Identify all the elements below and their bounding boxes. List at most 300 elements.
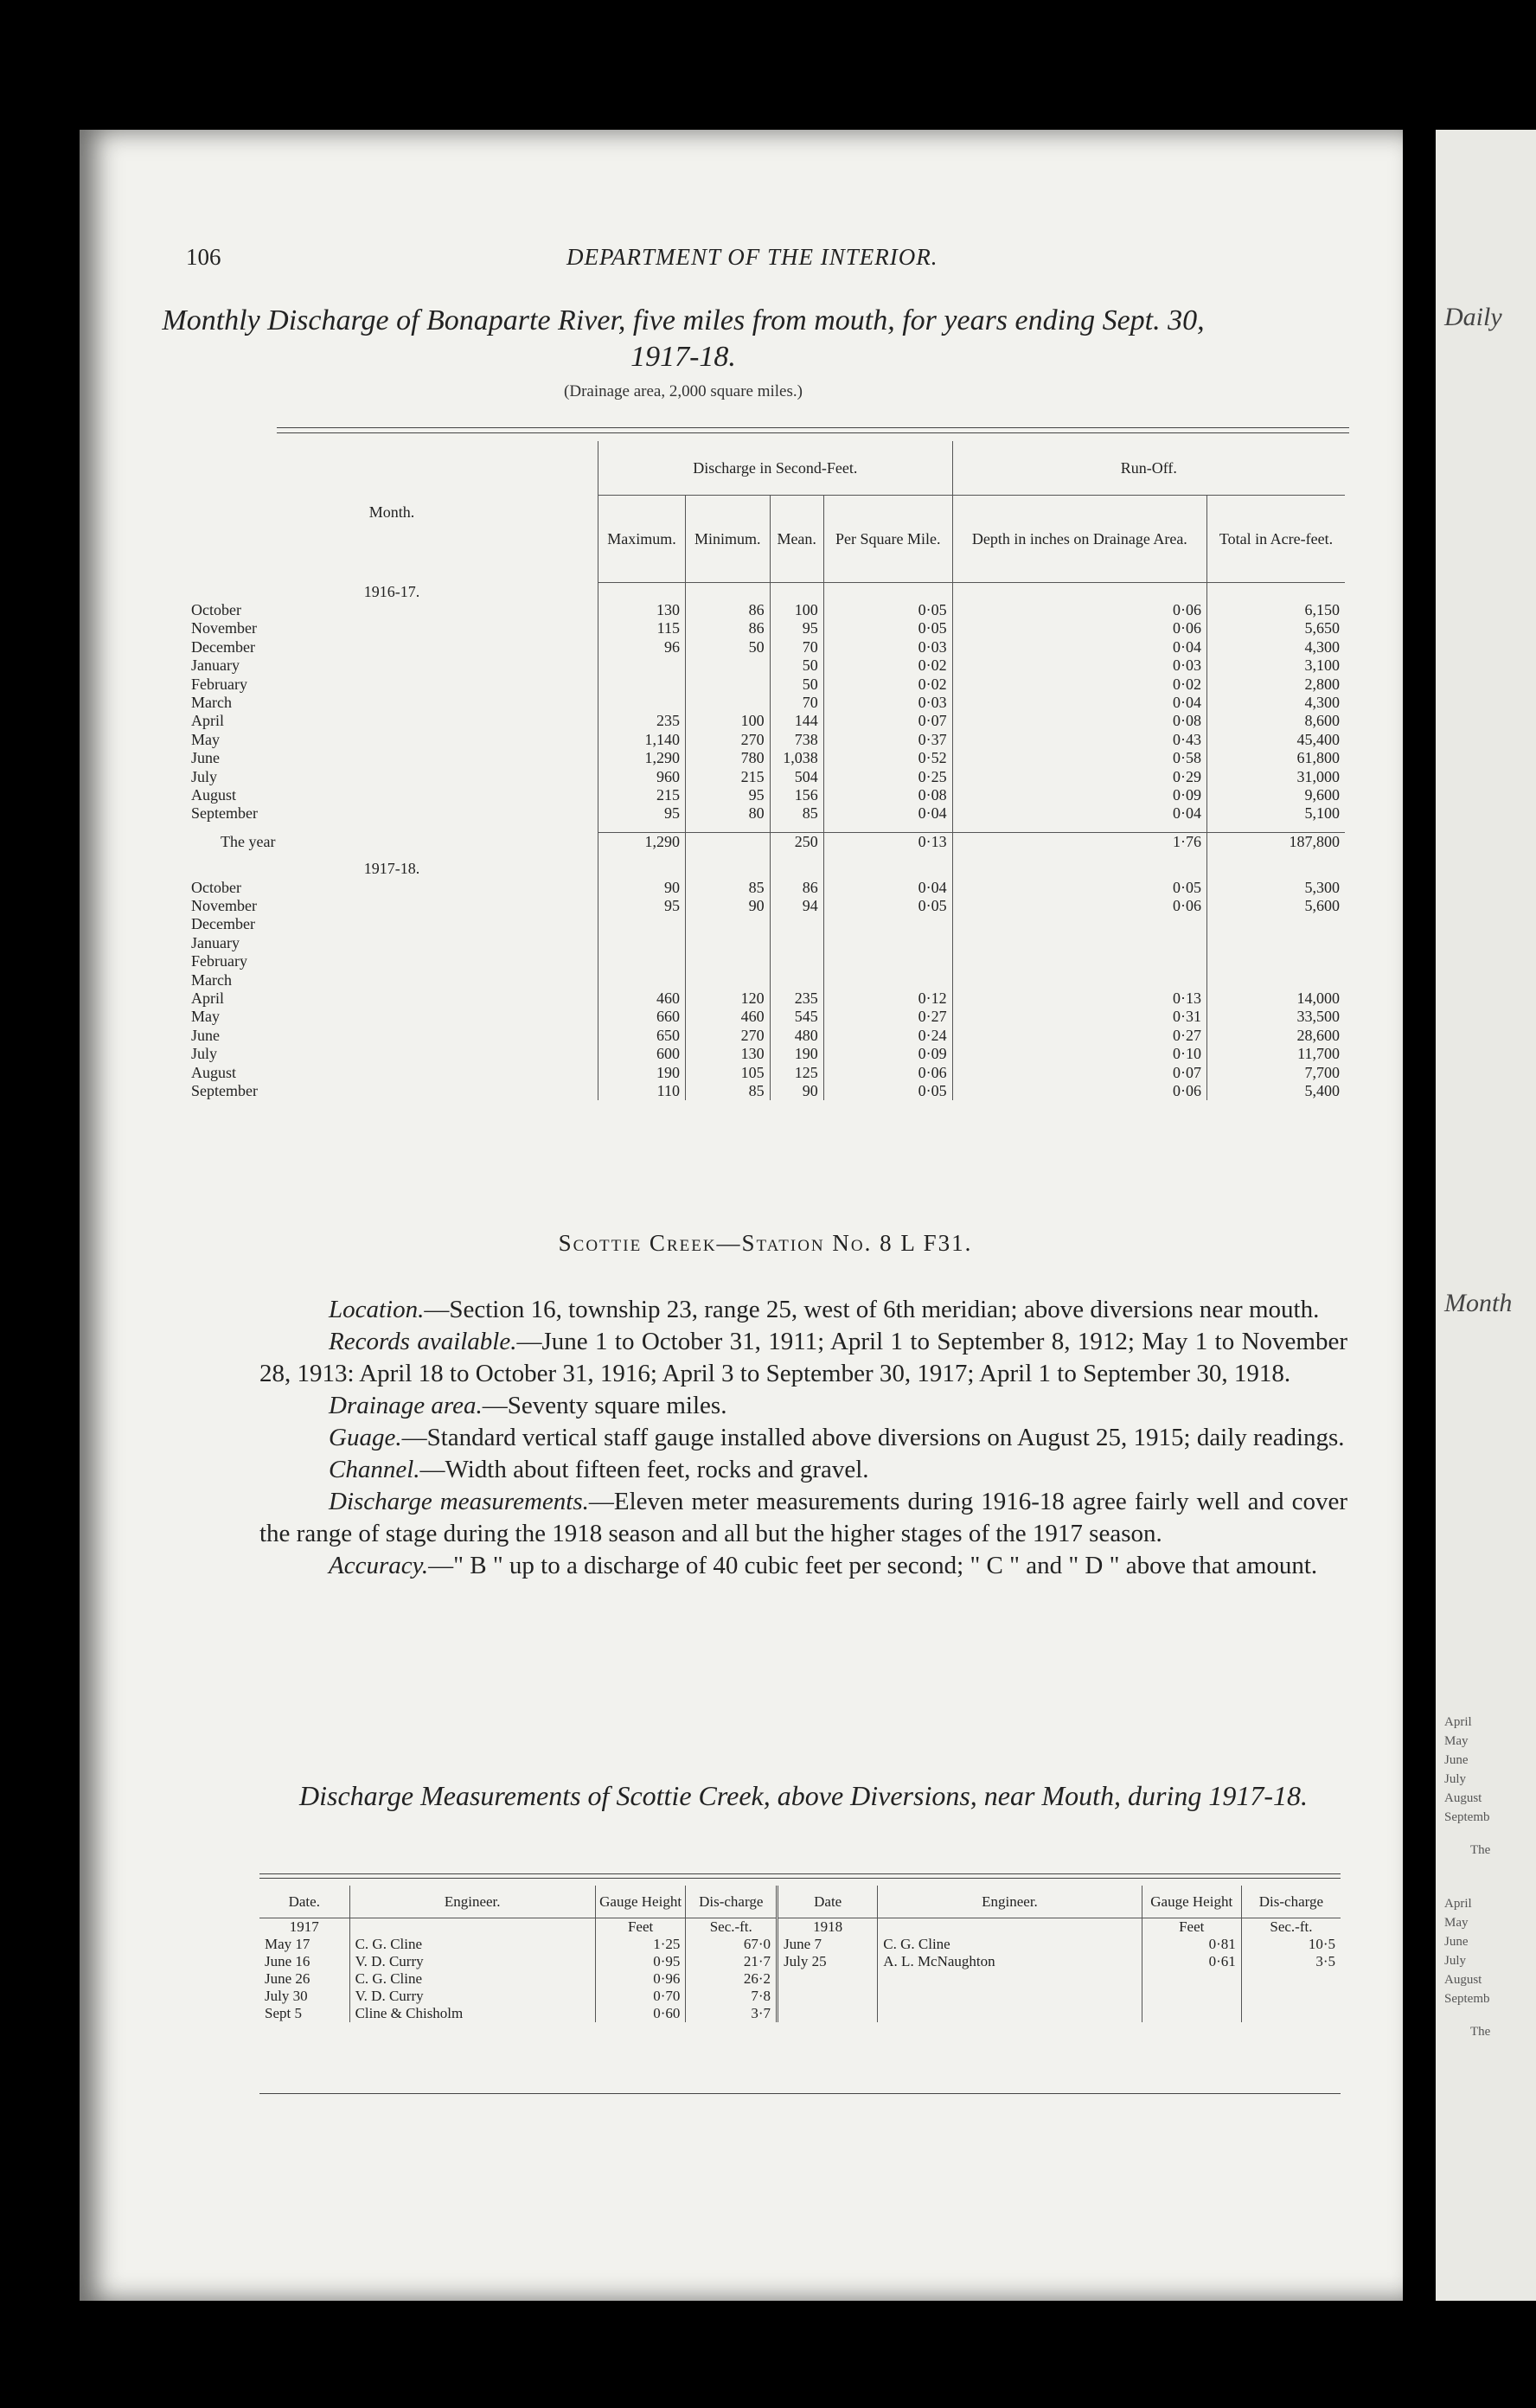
year-label: 1917-18. bbox=[363, 860, 420, 878]
year-right: 1918 bbox=[778, 1918, 878, 1937]
paragraph-text: —Standard vertical staff gauge installed above diversions on August 25, 1915; daily readings. bbox=[401, 1424, 1345, 1451]
cell-month: February bbox=[191, 952, 247, 970]
cell-minimum bbox=[686, 934, 771, 952]
cell-depth: 0·04 bbox=[952, 694, 1206, 712]
spacer-cell bbox=[952, 823, 1206, 833]
cell-month: September bbox=[191, 804, 258, 823]
table-row bbox=[186, 1045, 1345, 1063]
cell-mean bbox=[770, 971, 823, 989]
adjacent-month: August bbox=[1444, 1973, 1482, 1987]
cell-month: April bbox=[191, 712, 224, 730]
empty-cell bbox=[770, 583, 823, 601]
empty-cell bbox=[686, 583, 771, 601]
paragraph bbox=[259, 1486, 1347, 1550]
cell-engineer: Cline & Chisholm bbox=[349, 2005, 595, 2022]
cell-minimum bbox=[686, 832, 771, 851]
unit-feet: Feet bbox=[1142, 1918, 1241, 1937]
cell-maximum: 1,140 bbox=[598, 731, 686, 749]
year-left: 1917 bbox=[289, 1918, 319, 1935]
table-row bbox=[186, 676, 1345, 694]
cell-per-sq-mile: 0·37 bbox=[823, 731, 952, 749]
cell-total: 31,000 bbox=[1207, 768, 1345, 786]
cell-depth: 0·08 bbox=[952, 712, 1206, 730]
col-date: Date. bbox=[259, 1886, 349, 1918]
cell-maximum: 190 bbox=[598, 1064, 686, 1082]
empty-cell bbox=[686, 860, 771, 878]
cell-total bbox=[1207, 915, 1345, 933]
running-head: DEPARTMENT OF THE INTERIOR. bbox=[566, 244, 938, 270]
unit-secft: Sec.-ft. bbox=[1241, 1918, 1341, 1937]
cell-gauge: 0·81 bbox=[1142, 1936, 1241, 1953]
cell-depth: 0·13 bbox=[952, 989, 1206, 1008]
cell-gauge: 0·60 bbox=[595, 2005, 686, 2022]
cell-month: April bbox=[191, 989, 224, 1008]
cell-minimum bbox=[686, 694, 771, 712]
cell-engineer: C. G. Cline bbox=[349, 1936, 595, 1953]
adjacent-months-a bbox=[1444, 1713, 1490, 1860]
spacer-cell bbox=[598, 851, 686, 860]
cell-engineer: A. L. McNaughton bbox=[878, 1953, 1142, 1970]
cell-gauge: 0·61 bbox=[1142, 1953, 1241, 1970]
table-row bbox=[186, 638, 1345, 656]
cell-date: July 30 bbox=[265, 1988, 308, 2004]
paragraph bbox=[259, 1326, 1347, 1390]
cell-minimum: 460 bbox=[686, 1008, 771, 1026]
cell-per-sq-mile: 0·02 bbox=[823, 676, 952, 694]
table-row bbox=[186, 971, 1345, 989]
table-row bbox=[186, 879, 1345, 897]
paragraph-label: Records available. bbox=[329, 1328, 517, 1355]
cell-per-sq-mile: 0·12 bbox=[823, 989, 952, 1008]
adjacent-month: May bbox=[1444, 1734, 1469, 1748]
cell-depth: 0·27 bbox=[952, 1027, 1206, 1045]
paragraph-text: —Section 16, township 23, range 25, west of 6th meridian; above diversions near mouth. bbox=[424, 1296, 1320, 1323]
cell-month: June bbox=[191, 1026, 220, 1044]
cell-maximum: 95 bbox=[598, 804, 686, 823]
cell-month: July bbox=[191, 1045, 218, 1063]
cell-maximum bbox=[598, 694, 686, 712]
cell-maximum bbox=[598, 952, 686, 970]
cell-total: 8,600 bbox=[1207, 712, 1345, 730]
adjacent-months-b bbox=[1444, 1894, 1490, 2041]
cell-depth: 0·09 bbox=[952, 786, 1206, 804]
cell-month: February bbox=[191, 675, 247, 693]
cell-gauge bbox=[1142, 1970, 1241, 1988]
cell-mean: 545 bbox=[770, 1008, 823, 1026]
section-heading: Scottie Creek—Station No. 8 L F31. bbox=[558, 1230, 973, 1256]
cell-maximum bbox=[598, 676, 686, 694]
adjacent-month: July bbox=[1444, 1772, 1467, 1786]
cell-discharge: 7·8 bbox=[686, 1988, 778, 2005]
cell-maximum: 650 bbox=[598, 1027, 686, 1045]
paragraph-text: —" B " up to a discharge of 40 cubic feet per second; " C " and " D " above that amount. bbox=[428, 1552, 1318, 1579]
col-gauge: Gauge Height bbox=[595, 1886, 686, 1918]
empty-cell bbox=[823, 860, 952, 878]
cell-maximum: 600 bbox=[598, 1045, 686, 1063]
cell-total: 61,800 bbox=[1207, 749, 1345, 767]
spacer-cell bbox=[1207, 851, 1345, 860]
adjacent-month: May bbox=[1444, 1916, 1469, 1930]
cell-per-sq-mile bbox=[823, 934, 952, 952]
top-rule bbox=[277, 432, 1349, 433]
col-depth: Depth in inches on Drainage Area. bbox=[952, 496, 1206, 583]
spacer-row bbox=[186, 851, 1345, 860]
cell-depth: 0·10 bbox=[952, 1045, 1206, 1063]
adjacent-edge-word: Daily bbox=[1444, 303, 1502, 331]
spacer-cell bbox=[770, 823, 823, 833]
table2-top-rule bbox=[259, 1878, 1341, 1879]
cell-total: 33,500 bbox=[1207, 1008, 1345, 1026]
cell-gauge: 1·25 bbox=[595, 1936, 686, 1953]
col-discharge: Dis-charge bbox=[686, 1886, 778, 1918]
cell-maximum bbox=[598, 934, 686, 952]
cell-mean: 95 bbox=[770, 619, 823, 637]
cell-mean bbox=[770, 915, 823, 933]
cell-month: November bbox=[191, 619, 257, 637]
spacer-cell bbox=[1207, 823, 1345, 833]
cell-minimum bbox=[686, 656, 771, 675]
paragraph bbox=[259, 1422, 1347, 1454]
table-row bbox=[186, 804, 1345, 823]
cell-depth: 0·06 bbox=[952, 619, 1206, 637]
cell-maximum bbox=[598, 971, 686, 989]
year-label: 1916-17. bbox=[363, 582, 420, 600]
cell-date bbox=[778, 1970, 878, 1988]
cell-gauge: 0·96 bbox=[595, 1970, 686, 1988]
empty-cell bbox=[349, 1918, 595, 1937]
cell-depth bbox=[952, 934, 1206, 952]
empty-cell bbox=[1207, 583, 1345, 601]
col-group-runoff: Run-Off. bbox=[952, 441, 1345, 496]
paragraph-text: —June 1 to October 31, 1911; April 1 to September 8, 1912; May 1 to November 28, 1913: April 18 to October 31, 1916; April 3 to September 30, 1917; April 1 to September 30, 1918. bbox=[259, 1328, 1347, 1387]
cell-minimum: 215 bbox=[686, 768, 771, 786]
adjacent-month: Septemb bbox=[1444, 1992, 1490, 2006]
spacer-row bbox=[186, 823, 1345, 833]
table2-bottom-rule bbox=[259, 2093, 1341, 2094]
empty-cell bbox=[952, 583, 1206, 601]
adjacent-month: July bbox=[1444, 1954, 1467, 1968]
page-number: 106 bbox=[186, 244, 221, 270]
monthly-discharge-table bbox=[186, 441, 1345, 1100]
spacer-cell bbox=[186, 851, 598, 860]
cell-mean: 94 bbox=[770, 897, 823, 915]
cell-per-sq-mile: 0·04 bbox=[823, 804, 952, 823]
cell-month: August bbox=[191, 785, 237, 804]
cell-minimum: 95 bbox=[686, 786, 771, 804]
cell-total bbox=[1207, 952, 1345, 970]
table-row bbox=[186, 1027, 1345, 1045]
monthly-table-title: Monthly Discharge of Bonaparte River, five miles from mouth, for years ending Sept. 30, 1917-18. bbox=[162, 304, 1205, 373]
cell-total: 5,100 bbox=[1207, 804, 1345, 823]
spacer-cell bbox=[952, 851, 1206, 860]
spacer-cell bbox=[770, 851, 823, 860]
paragraph-label: Guage. bbox=[329, 1424, 402, 1451]
paragraph-label: Discharge measurements. bbox=[329, 1488, 589, 1515]
cell-discharge: 3·5 bbox=[1241, 1953, 1341, 1970]
cell-month: The year bbox=[221, 832, 276, 850]
cell-mean: 235 bbox=[770, 989, 823, 1008]
cell-maximum: 115 bbox=[598, 619, 686, 637]
cell-mean: 190 bbox=[770, 1045, 823, 1063]
table-row bbox=[186, 694, 1345, 712]
cell-minimum: 50 bbox=[686, 638, 771, 656]
measurements-table-title: Discharge Measurements of Scottie Creek, above Diversions, near Mouth, during 1917-18. bbox=[298, 1780, 1308, 1811]
col-per-sq-mile: Per Square Mile. bbox=[823, 496, 952, 583]
total-row bbox=[186, 832, 1345, 851]
cell-date: Sept 5 bbox=[265, 2005, 302, 2021]
discharge-measurements-table bbox=[259, 1886, 1341, 2022]
cell-engineer bbox=[878, 2005, 1142, 2022]
cell-maximum: 960 bbox=[598, 768, 686, 786]
table-row bbox=[186, 897, 1345, 915]
cell-depth: 0·06 bbox=[952, 897, 1206, 915]
cell-date bbox=[778, 2005, 878, 2022]
adjacent-the: The bbox=[1470, 1843, 1491, 1857]
cell-month: December bbox=[191, 637, 255, 656]
cell-depth: 0·04 bbox=[952, 638, 1206, 656]
cell-discharge: 21·7 bbox=[686, 1953, 778, 1970]
paragraph-label: Location. bbox=[329, 1296, 425, 1323]
cell-depth: 0·04 bbox=[952, 804, 1206, 823]
cell-gauge bbox=[1142, 2005, 1241, 2022]
cell-month: March bbox=[191, 970, 232, 989]
cell-month: October bbox=[191, 878, 241, 896]
cell-depth: 0·03 bbox=[952, 656, 1206, 675]
cell-maximum: 95 bbox=[598, 897, 686, 915]
cell-minimum bbox=[686, 971, 771, 989]
adjacent-edge-word: Month bbox=[1444, 1289, 1513, 1317]
cell-mean: 144 bbox=[770, 712, 823, 730]
cell-per-sq-mile: 0·07 bbox=[823, 712, 952, 730]
cell-depth: 0·05 bbox=[952, 879, 1206, 897]
paragraph bbox=[259, 1294, 1347, 1326]
cell-per-sq-mile: 0·05 bbox=[823, 619, 952, 637]
cell-minimum bbox=[686, 676, 771, 694]
cell-mean: 504 bbox=[770, 768, 823, 786]
cell-depth: 1·76 bbox=[952, 832, 1206, 851]
adjacent-page-edge bbox=[1436, 130, 1536, 2301]
cell-depth: 0·43 bbox=[952, 731, 1206, 749]
cell-discharge: 26·2 bbox=[686, 1970, 778, 1988]
units-row bbox=[259, 1918, 1341, 1937]
cell-depth: 0·02 bbox=[952, 676, 1206, 694]
cell-maximum: 1,290 bbox=[598, 749, 686, 767]
cell-total bbox=[1207, 934, 1345, 952]
cell-month: December bbox=[191, 915, 255, 933]
cell-per-sq-mile: 0·03 bbox=[823, 694, 952, 712]
cell-mean bbox=[770, 934, 823, 952]
cell-month: August bbox=[191, 1063, 237, 1081]
cell-per-sq-mile bbox=[823, 952, 952, 970]
col-gauge-2: Gauge Height bbox=[1142, 1886, 1241, 1918]
cell-depth: 0·29 bbox=[952, 768, 1206, 786]
unit-feet: Feet bbox=[595, 1918, 686, 1937]
cell-month: May bbox=[191, 1008, 220, 1026]
cell-per-sq-mile: 0·03 bbox=[823, 638, 952, 656]
cell-mean: 50 bbox=[770, 676, 823, 694]
cell-maximum bbox=[598, 915, 686, 933]
table-row bbox=[186, 1082, 1345, 1100]
table-row bbox=[186, 601, 1345, 619]
cell-mean: 125 bbox=[770, 1064, 823, 1082]
spacer-cell bbox=[823, 851, 952, 860]
paragraph bbox=[259, 1390, 1347, 1422]
cell-engineer: V. D. Curry bbox=[349, 1988, 595, 2005]
table-row bbox=[186, 731, 1345, 749]
cell-total: 7,700 bbox=[1207, 1064, 1345, 1082]
cell-discharge: 67·0 bbox=[686, 1936, 778, 1953]
cell-minimum: 90 bbox=[686, 897, 771, 915]
cell-mean: 1,038 bbox=[770, 749, 823, 767]
empty-cell bbox=[878, 1918, 1142, 1937]
col-group-discharge: Discharge in Second-Feet. bbox=[598, 441, 953, 496]
table-row bbox=[259, 1988, 1341, 2005]
cell-depth bbox=[952, 915, 1206, 933]
paragraph-text: —Width about fifteen feet, rocks and gravel. bbox=[419, 1456, 869, 1483]
cell-total: 2,800 bbox=[1207, 676, 1345, 694]
spacer-cell bbox=[186, 823, 598, 833]
col-engineer-2: Engineer. bbox=[878, 1886, 1142, 1918]
cell-per-sq-mile: 0·06 bbox=[823, 1064, 952, 1082]
cell-per-sq-mile: 0·09 bbox=[823, 1045, 952, 1063]
cell-minimum: 85 bbox=[686, 1082, 771, 1100]
cell-mean: 70 bbox=[770, 694, 823, 712]
paragraph-text: —Eleven meter measurements during 1916-18 agree fairly well and cover the range of stage during the 1918 season and all but the higher stages of the 1917 season. bbox=[259, 1488, 1347, 1547]
col-discharge-2: Dis-charge bbox=[1241, 1886, 1341, 1918]
measurements-table-body bbox=[259, 1918, 1341, 2023]
cell-depth bbox=[952, 971, 1206, 989]
table-row bbox=[259, 1970, 1341, 1988]
table-row bbox=[259, 1936, 1341, 1953]
cell-discharge: 10·5 bbox=[1241, 1936, 1341, 1953]
cell-minimum: 105 bbox=[686, 1064, 771, 1082]
adjacent-month: June bbox=[1444, 1935, 1469, 1949]
col-date-2: Date bbox=[778, 1886, 878, 1918]
cell-total: 187,800 bbox=[1207, 832, 1345, 851]
cell-month: July bbox=[191, 767, 218, 785]
cell-minimum: 86 bbox=[686, 601, 771, 619]
cell-per-sq-mile: 0·52 bbox=[823, 749, 952, 767]
empty-cell bbox=[952, 860, 1206, 878]
cell-depth: 0·31 bbox=[952, 1008, 1206, 1026]
cell-per-sq-mile: 0·27 bbox=[823, 1008, 952, 1026]
table-row bbox=[186, 656, 1345, 675]
paragraph-label: Channel. bbox=[329, 1456, 420, 1483]
cell-total: 3,100 bbox=[1207, 656, 1345, 675]
cell-minimum: 100 bbox=[686, 712, 771, 730]
cell-maximum: 90 bbox=[598, 879, 686, 897]
table-row bbox=[186, 712, 1345, 730]
cell-minimum bbox=[686, 952, 771, 970]
spacer-cell bbox=[686, 823, 771, 833]
cell-discharge: 3·7 bbox=[686, 2005, 778, 2022]
cell-total: 14,000 bbox=[1207, 989, 1345, 1008]
cell-total: 9,600 bbox=[1207, 786, 1345, 804]
cell-date: June 7 bbox=[778, 1936, 878, 1953]
cell-mean: 50 bbox=[770, 656, 823, 675]
adjacent-month: April bbox=[1444, 1897, 1472, 1911]
cell-maximum: 660 bbox=[598, 1008, 686, 1026]
unit-secft: Sec.-ft. bbox=[686, 1918, 778, 1937]
cell-per-sq-mile: 0·08 bbox=[823, 786, 952, 804]
paragraph-label: Drainage area. bbox=[329, 1392, 483, 1419]
cell-minimum: 86 bbox=[686, 619, 771, 637]
cell-per-sq-mile: 0·02 bbox=[823, 656, 952, 675]
cell-per-sq-mile: 0·24 bbox=[823, 1027, 952, 1045]
cell-month: September bbox=[191, 1082, 258, 1100]
cell-per-sq-mile: 0·04 bbox=[823, 879, 952, 897]
cell-total: 5,400 bbox=[1207, 1082, 1345, 1100]
cell-date: July 25 bbox=[778, 1953, 878, 1970]
year-row bbox=[186, 860, 1345, 878]
cell-engineer bbox=[878, 1970, 1142, 1988]
cell-depth: 0·07 bbox=[952, 1064, 1206, 1082]
cell-engineer: C. G. Cline bbox=[878, 1936, 1142, 1953]
spacer-cell bbox=[823, 823, 952, 833]
cell-maximum: 235 bbox=[598, 712, 686, 730]
adjacent-the: The bbox=[1470, 2025, 1491, 2039]
empty-cell bbox=[598, 860, 686, 878]
cell-minimum: 270 bbox=[686, 1027, 771, 1045]
cell-mean: 100 bbox=[770, 601, 823, 619]
cell-discharge bbox=[1241, 1988, 1341, 2005]
cell-month: March bbox=[191, 693, 232, 711]
table-row bbox=[186, 934, 1345, 952]
cell-maximum: 1,290 bbox=[598, 832, 686, 851]
cell-total: 4,300 bbox=[1207, 638, 1345, 656]
cell-gauge bbox=[1142, 1988, 1241, 2005]
cell-maximum bbox=[598, 656, 686, 675]
cell-discharge bbox=[1241, 1970, 1341, 1988]
cell-month: May bbox=[191, 730, 220, 748]
cell-per-sq-mile bbox=[823, 915, 952, 933]
table-row bbox=[259, 1953, 1341, 1970]
adjacent-month: June bbox=[1444, 1753, 1469, 1767]
col-mean: Mean. bbox=[770, 496, 823, 583]
cell-mean: 738 bbox=[770, 731, 823, 749]
spacer-cell bbox=[598, 823, 686, 833]
adjacent-month: Septemb bbox=[1444, 1810, 1490, 1824]
col-total: Total in Acre-feet. bbox=[1207, 496, 1345, 583]
empty-cell bbox=[823, 583, 952, 601]
cell-maximum: 96 bbox=[598, 638, 686, 656]
cell-maximum: 130 bbox=[598, 601, 686, 619]
table-row bbox=[186, 915, 1345, 933]
cell-mean: 90 bbox=[770, 1082, 823, 1100]
cell-mean: 156 bbox=[770, 786, 823, 804]
cell-engineer: C. G. Cline bbox=[349, 1970, 595, 1988]
cell-discharge bbox=[1241, 2005, 1341, 2022]
cell-mean: 86 bbox=[770, 879, 823, 897]
table-row bbox=[186, 952, 1345, 970]
cell-per-sq-mile: 0·25 bbox=[823, 768, 952, 786]
empty-cell bbox=[1207, 860, 1345, 878]
cell-depth: 0·06 bbox=[952, 601, 1206, 619]
cell-date: June 16 bbox=[265, 1953, 310, 1969]
cell-minimum: 780 bbox=[686, 749, 771, 767]
table2-top-rule bbox=[259, 1873, 1341, 1874]
cell-depth bbox=[952, 952, 1206, 970]
cell-month: June bbox=[191, 749, 220, 767]
cell-mean: 70 bbox=[770, 638, 823, 656]
cell-month: January bbox=[191, 933, 240, 951]
cell-minimum: 120 bbox=[686, 989, 771, 1008]
cell-mean bbox=[770, 952, 823, 970]
table-row bbox=[186, 768, 1345, 786]
cell-date: June 26 bbox=[265, 1970, 310, 1987]
cell-per-sq-mile: 0·05 bbox=[823, 897, 952, 915]
cell-total: 6,150 bbox=[1207, 601, 1345, 619]
